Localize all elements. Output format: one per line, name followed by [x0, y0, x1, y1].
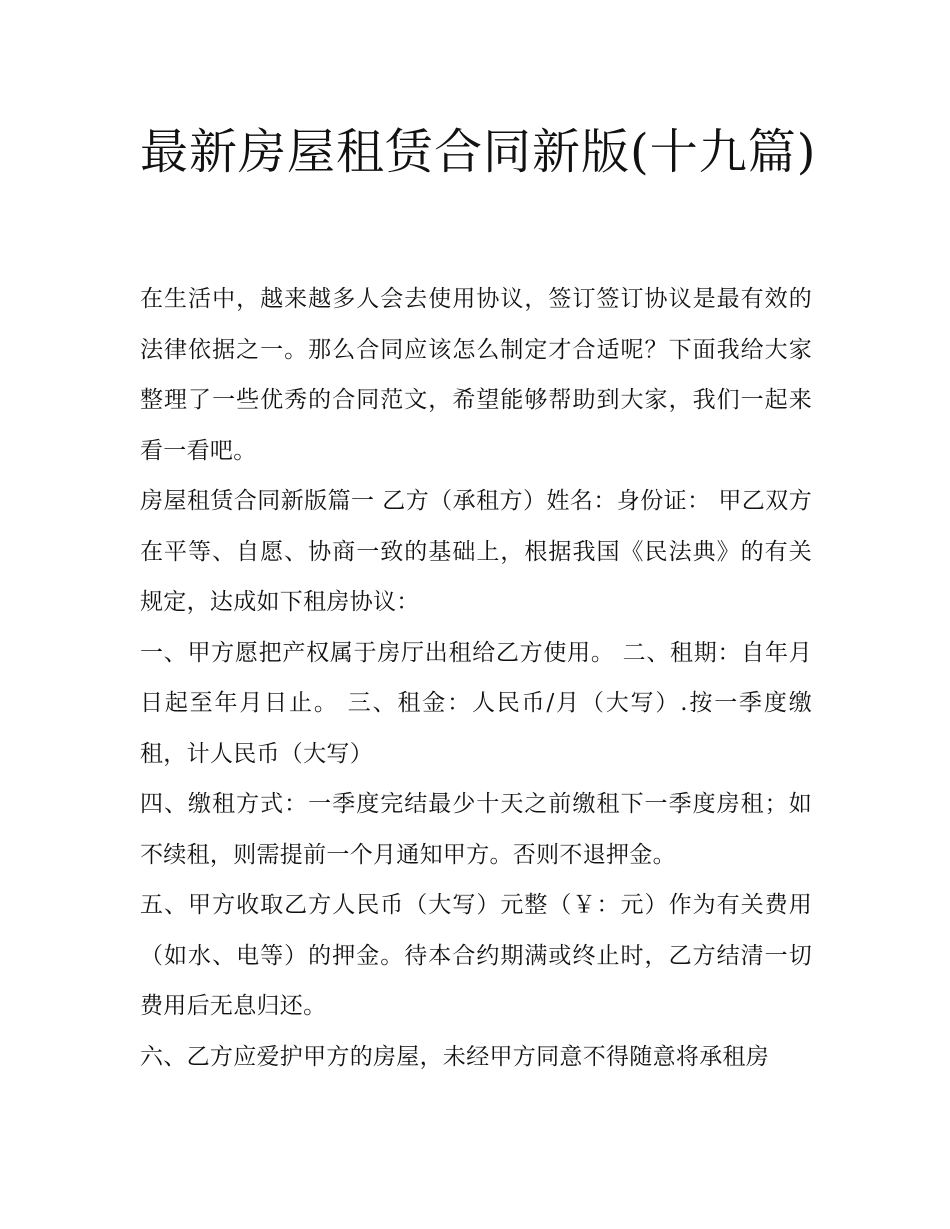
paragraph-clause-6: 六、乙方应爱护甲方的房屋，未经甲方同意不得随意将承租房 — [140, 1043, 770, 1070]
paragraph-intro: 在生活中，越来越多人会去使用协议，签订签订协议是最有效的法律依据之一。那么合同应该怎么制定才合适呢？下面我给大家整理了一些优秀的合同范文，希望能够帮助到大家，我们一起来看一看吧。 — [140, 286, 812, 464]
paragraph-clauses-1-3: 一、甲方愿把产权属于房厅出租给乙方使用。 二、租期：自年月日起至年月日止。 三、租金：人民币/月（大写）.按一季度缴租，计人民币（大写） — [140, 639, 812, 767]
paragraph-contract-opening: 房屋租赁合同新版篇一 乙方（承租方）姓名：身份证： 甲乙双方在平等、自愿、协商一致的基础上，根据我国《民法典》的有关规定，达成如下租房协议： — [140, 488, 812, 615]
document-title: 最新房屋租赁合同新版(十九篇) — [140, 124, 817, 180]
paragraph-clause-5: 五、甲方收取乙方人民币（大写）元整（￥：元）作为有关费用（如水、电等）的押金。待本合约期满或终止时，乙方结清一切费用后无息归还。 — [140, 892, 812, 1019]
paragraph-clause-4: 四、缴租方式：一季度完结最少十天之前缴租下一季度房租；如不续租，则需提前一个月通知甲方。否则不退押金。 — [140, 791, 812, 868]
document-body — [140, 274, 812, 1082]
